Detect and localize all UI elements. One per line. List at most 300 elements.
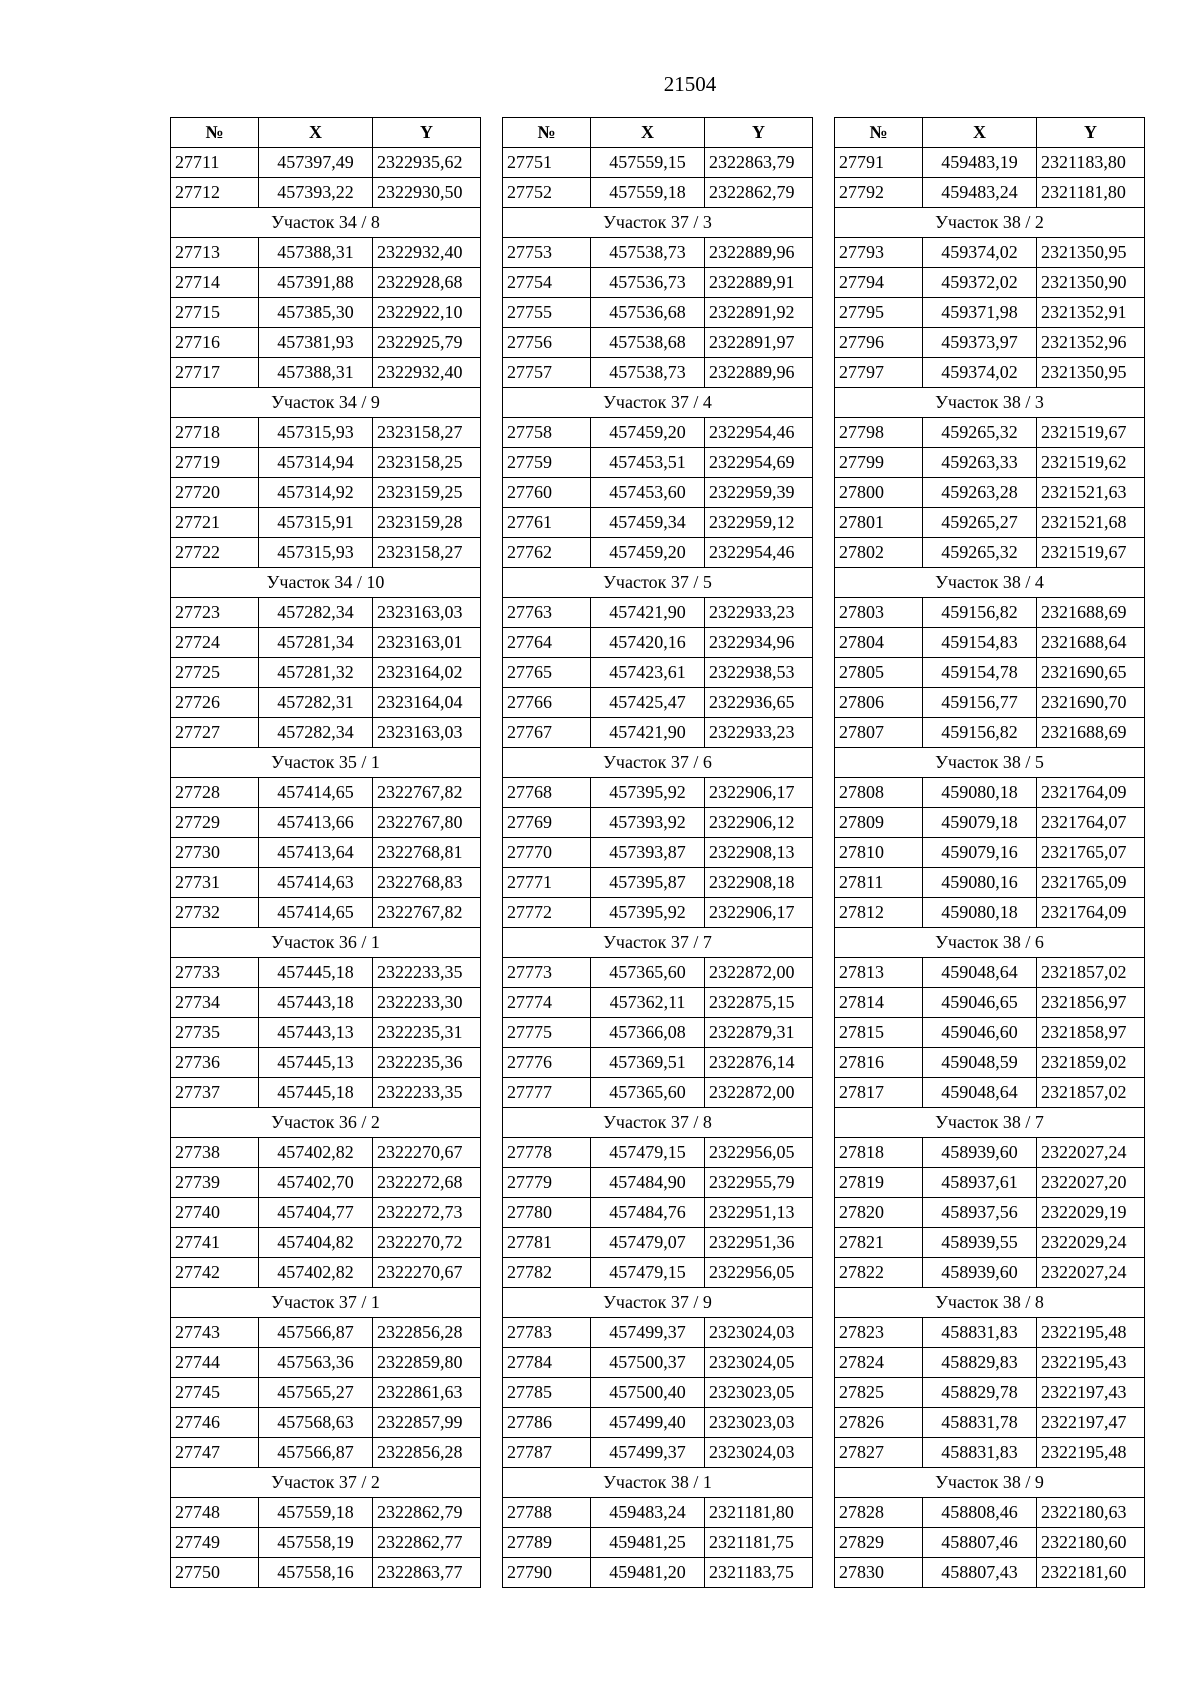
- x-coordinate-cell: 457499,40: [591, 1408, 705, 1438]
- y-coordinate-cell: 2322768,81: [373, 838, 481, 868]
- table-row: [171, 1348, 481, 1378]
- x-coordinate-cell: 457559,18: [259, 1498, 373, 1528]
- table-row: [171, 1528, 481, 1558]
- x-coordinate-cell: 457536,73: [591, 268, 705, 298]
- table-row: [503, 988, 813, 1018]
- y-coordinate-cell: 2322862,77: [373, 1528, 481, 1558]
- x-coordinate-cell: 457538,73: [591, 358, 705, 388]
- y-coordinate-cell: 2321858,97: [1037, 1018, 1145, 1048]
- table-row: [171, 898, 481, 928]
- point-number-cell: 27795: [835, 298, 923, 328]
- table-row: [503, 658, 813, 688]
- table-row: [503, 478, 813, 508]
- table-row: [171, 1318, 481, 1348]
- x-coordinate-cell: 459080,18: [923, 778, 1037, 808]
- table-row: [835, 298, 1145, 328]
- section-title: Участок 38 / 7: [835, 1108, 1145, 1138]
- table-row: [835, 1168, 1145, 1198]
- point-number-cell: 27727: [171, 718, 259, 748]
- point-number-cell: 27735: [171, 1018, 259, 1048]
- point-number-cell: 27755: [503, 298, 591, 328]
- table-row: [171, 538, 481, 568]
- table-row: [835, 508, 1145, 538]
- point-number-cell: 27730: [171, 838, 259, 868]
- x-coordinate-cell: 457563,36: [259, 1348, 373, 1378]
- point-number-cell: 27804: [835, 628, 923, 658]
- y-coordinate-cell: 2321859,02: [1037, 1048, 1145, 1078]
- table-row: [503, 1228, 813, 1258]
- x-coordinate-cell: 457315,91: [259, 508, 373, 538]
- y-coordinate-cell: 2321690,70: [1037, 688, 1145, 718]
- y-coordinate-cell: 2322181,60: [1037, 1558, 1145, 1588]
- y-coordinate-cell: 2322935,62: [373, 148, 481, 178]
- table-row: [171, 598, 481, 628]
- y-coordinate-cell: 2323023,03: [705, 1408, 813, 1438]
- table-row: [835, 358, 1145, 388]
- y-coordinate-cell: 2322959,12: [705, 508, 813, 538]
- y-coordinate-cell: 2322195,43: [1037, 1348, 1145, 1378]
- table-row: [503, 718, 813, 748]
- table-row: [503, 1018, 813, 1048]
- table-row: [835, 178, 1145, 208]
- table-row: [171, 478, 481, 508]
- y-coordinate-cell: 2322934,96: [705, 628, 813, 658]
- y-coordinate-cell: 2323158,27: [373, 418, 481, 448]
- section-title: Участок 38 / 5: [835, 748, 1145, 778]
- point-number-cell: 27785: [503, 1378, 591, 1408]
- x-coordinate-cell: 457414,63: [259, 868, 373, 898]
- section-row: [835, 748, 1145, 778]
- point-number-cell: 27784: [503, 1348, 591, 1378]
- point-number-cell: 27814: [835, 988, 923, 1018]
- section-row: [503, 1468, 813, 1498]
- y-coordinate-cell: 2322879,31: [705, 1018, 813, 1048]
- y-coordinate-cell: 2322889,96: [705, 358, 813, 388]
- table-header-row: [503, 118, 813, 148]
- x-coordinate-cell: 457568,63: [259, 1408, 373, 1438]
- x-coordinate-cell: 459265,32: [923, 418, 1037, 448]
- x-coordinate-cell: 459372,02: [923, 268, 1037, 298]
- section-title: Участок 38 / 3: [835, 388, 1145, 418]
- x-coordinate-cell: 457459,20: [591, 418, 705, 448]
- y-coordinate-cell: 2321688,69: [1037, 718, 1145, 748]
- section-row: [171, 388, 481, 418]
- y-coordinate-cell: 2322861,63: [373, 1378, 481, 1408]
- table-row: [503, 1438, 813, 1468]
- table-row: [503, 1378, 813, 1408]
- point-number-cell: 27801: [835, 508, 923, 538]
- x-coordinate-cell: 457500,37: [591, 1348, 705, 1378]
- section-row: [171, 568, 481, 598]
- table-row: [503, 1528, 813, 1558]
- point-number-cell: 27768: [503, 778, 591, 808]
- y-coordinate-cell: 2321857,02: [1037, 1078, 1145, 1108]
- x-coordinate-cell: 457484,76: [591, 1198, 705, 1228]
- table-row: [503, 298, 813, 328]
- table-row: [835, 1198, 1145, 1228]
- y-coordinate-cell: 2322233,30: [373, 988, 481, 1018]
- table-row: [503, 838, 813, 868]
- y-coordinate-cell: 2322938,53: [705, 658, 813, 688]
- x-coordinate-cell: 457362,11: [591, 988, 705, 1018]
- point-number-cell: 27789: [503, 1528, 591, 1558]
- section-row: [503, 1108, 813, 1138]
- y-coordinate-cell: 2323163,01: [373, 628, 481, 658]
- x-coordinate-cell: 459080,16: [923, 868, 1037, 898]
- point-number-cell: 27737: [171, 1078, 259, 1108]
- table-row: [171, 1408, 481, 1438]
- y-coordinate-cell: 2321764,07: [1037, 808, 1145, 838]
- point-number-cell: 27761: [503, 508, 591, 538]
- y-coordinate-cell: 2322862,79: [705, 178, 813, 208]
- table-row: [171, 1558, 481, 1588]
- point-number-cell: 27819: [835, 1168, 923, 1198]
- y-coordinate-cell: 2322925,79: [373, 328, 481, 358]
- y-coordinate-cell: 2322197,43: [1037, 1378, 1145, 1408]
- point-number-cell: 27807: [835, 718, 923, 748]
- table-row: [503, 538, 813, 568]
- point-number-cell: 27733: [171, 958, 259, 988]
- point-number-cell: 27811: [835, 868, 923, 898]
- x-coordinate-cell: 457459,20: [591, 538, 705, 568]
- y-coordinate-cell: 2321690,65: [1037, 658, 1145, 688]
- y-coordinate-cell: 2322930,50: [373, 178, 481, 208]
- y-coordinate-cell: 2322029,19: [1037, 1198, 1145, 1228]
- point-number-cell: 27734: [171, 988, 259, 1018]
- column-header-y: Y: [705, 118, 813, 148]
- table-row: [171, 178, 481, 208]
- point-number-cell: 27760: [503, 478, 591, 508]
- y-coordinate-cell: 2323163,03: [373, 718, 481, 748]
- y-coordinate-cell: 2322932,40: [373, 238, 481, 268]
- point-number-cell: 27714: [171, 268, 259, 298]
- x-coordinate-cell: 457314,92: [259, 478, 373, 508]
- point-number-cell: 27802: [835, 538, 923, 568]
- point-number-cell: 27718: [171, 418, 259, 448]
- table-row: [503, 268, 813, 298]
- point-number-cell: 27818: [835, 1138, 923, 1168]
- table-row: [171, 508, 481, 538]
- y-coordinate-cell: 2321181,80: [1037, 178, 1145, 208]
- x-coordinate-cell: 457479,15: [591, 1138, 705, 1168]
- x-coordinate-cell: 457404,82: [259, 1228, 373, 1258]
- x-coordinate-cell: 459371,98: [923, 298, 1037, 328]
- section-title: Участок 38 / 6: [835, 928, 1145, 958]
- table-row: [835, 898, 1145, 928]
- y-coordinate-cell: 2322956,05: [705, 1138, 813, 1168]
- point-number-cell: 27790: [503, 1558, 591, 1588]
- y-coordinate-cell: 2322027,24: [1037, 1258, 1145, 1288]
- table-row: [171, 1168, 481, 1198]
- x-coordinate-cell: 458807,43: [923, 1558, 1037, 1588]
- section-title: Участок 37 / 5: [503, 568, 813, 598]
- section-row: [171, 1468, 481, 1498]
- x-coordinate-cell: 457479,07: [591, 1228, 705, 1258]
- point-number-cell: 27808: [835, 778, 923, 808]
- x-coordinate-cell: 457566,87: [259, 1438, 373, 1468]
- point-number-cell: 27725: [171, 658, 259, 688]
- x-coordinate-cell: 459483,19: [923, 148, 1037, 178]
- y-coordinate-cell: 2322954,69: [705, 448, 813, 478]
- section-title: Участок 37 / 1: [171, 1288, 481, 1318]
- x-coordinate-cell: 459048,64: [923, 958, 1037, 988]
- point-number-cell: 27781: [503, 1228, 591, 1258]
- point-number-cell: 27775: [503, 1018, 591, 1048]
- point-number-cell: 27787: [503, 1438, 591, 1468]
- table-row: [835, 658, 1145, 688]
- point-number-cell: 27817: [835, 1078, 923, 1108]
- y-coordinate-cell: 2323163,03: [373, 598, 481, 628]
- point-number-cell: 27757: [503, 358, 591, 388]
- x-coordinate-cell: 457282,34: [259, 598, 373, 628]
- y-coordinate-cell: 2322889,96: [705, 238, 813, 268]
- table-row: [503, 1408, 813, 1438]
- point-number-cell: 27806: [835, 688, 923, 718]
- y-coordinate-cell: 2321521,68: [1037, 508, 1145, 538]
- x-coordinate-cell: 457395,87: [591, 868, 705, 898]
- table-row: [171, 868, 481, 898]
- x-coordinate-cell: 458831,83: [923, 1438, 1037, 1468]
- section-row: [503, 208, 813, 238]
- y-coordinate-cell: 2323159,25: [373, 478, 481, 508]
- y-coordinate-cell: 2322891,97: [705, 328, 813, 358]
- y-coordinate-cell: 2321352,96: [1037, 328, 1145, 358]
- table-row: [835, 598, 1145, 628]
- point-number-cell: 27776: [503, 1048, 591, 1078]
- point-number-cell: 27828: [835, 1498, 923, 1528]
- section-row: [171, 1108, 481, 1138]
- point-number-cell: 27738: [171, 1138, 259, 1168]
- y-coordinate-cell: 2322954,46: [705, 418, 813, 448]
- x-coordinate-cell: 458829,83: [923, 1348, 1037, 1378]
- x-coordinate-cell: 459079,18: [923, 808, 1037, 838]
- y-coordinate-cell: 2322956,05: [705, 1258, 813, 1288]
- x-coordinate-cell: 459154,78: [923, 658, 1037, 688]
- y-coordinate-cell: 2321183,75: [705, 1558, 813, 1588]
- point-number-cell: 27721: [171, 508, 259, 538]
- table-header-row: [171, 118, 481, 148]
- table-row: [503, 1138, 813, 1168]
- point-number-cell: 27715: [171, 298, 259, 328]
- x-coordinate-cell: 457314,94: [259, 448, 373, 478]
- page-number: 21504: [663, 72, 717, 96]
- x-coordinate-cell: 457499,37: [591, 1318, 705, 1348]
- point-number-cell: 27771: [503, 868, 591, 898]
- point-number-cell: 27786: [503, 1408, 591, 1438]
- table-row: [503, 1498, 813, 1528]
- x-coordinate-cell: 457453,60: [591, 478, 705, 508]
- x-coordinate-cell: 457315,93: [259, 538, 373, 568]
- y-coordinate-cell: 2322933,23: [705, 718, 813, 748]
- x-coordinate-cell: 457402,82: [259, 1138, 373, 1168]
- y-coordinate-cell: 2322856,28: [373, 1438, 481, 1468]
- x-coordinate-cell: 457566,87: [259, 1318, 373, 1348]
- section-row: [835, 568, 1145, 598]
- table-row: [171, 1018, 481, 1048]
- x-coordinate-cell: 457404,77: [259, 1198, 373, 1228]
- column-header-number: №: [835, 118, 923, 148]
- point-number-cell: 27722: [171, 538, 259, 568]
- y-coordinate-cell: 2322922,10: [373, 298, 481, 328]
- x-coordinate-cell: 457425,47: [591, 688, 705, 718]
- section-title: Участок 34 / 8: [171, 208, 481, 238]
- y-coordinate-cell: 2321764,09: [1037, 898, 1145, 928]
- table-row: [171, 658, 481, 688]
- point-number-cell: 27751: [503, 148, 591, 178]
- x-coordinate-cell: 457366,08: [591, 1018, 705, 1048]
- x-coordinate-cell: 459373,97: [923, 328, 1037, 358]
- x-coordinate-cell: 457393,92: [591, 808, 705, 838]
- point-number-cell: 27810: [835, 838, 923, 868]
- section-title: Участок 37 / 4: [503, 388, 813, 418]
- point-number-cell: 27728: [171, 778, 259, 808]
- x-coordinate-cell: 457565,27: [259, 1378, 373, 1408]
- point-number-cell: 27827: [835, 1438, 923, 1468]
- x-coordinate-cell: 459156,82: [923, 598, 1037, 628]
- section-title: Участок 38 / 8: [835, 1288, 1145, 1318]
- point-number-cell: 27822: [835, 1258, 923, 1288]
- point-number-cell: 27756: [503, 328, 591, 358]
- y-coordinate-cell: 2322270,67: [373, 1258, 481, 1288]
- x-coordinate-cell: 457445,13: [259, 1048, 373, 1078]
- point-number-cell: 27747: [171, 1438, 259, 1468]
- y-coordinate-cell: 2323023,05: [705, 1378, 813, 1408]
- x-coordinate-cell: 458939,60: [923, 1258, 1037, 1288]
- table-row: [503, 598, 813, 628]
- section-title: Участок 37 / 9: [503, 1288, 813, 1318]
- x-coordinate-cell: 457459,34: [591, 508, 705, 538]
- point-number-cell: 27748: [171, 1498, 259, 1528]
- point-number-cell: 27821: [835, 1228, 923, 1258]
- x-coordinate-cell: 458829,78: [923, 1378, 1037, 1408]
- table-row: [171, 988, 481, 1018]
- x-coordinate-cell: 459079,16: [923, 838, 1037, 868]
- x-coordinate-cell: 457402,70: [259, 1168, 373, 1198]
- x-coordinate-cell: 457559,18: [591, 178, 705, 208]
- x-coordinate-cell: 459374,02: [923, 238, 1037, 268]
- table-row: [503, 508, 813, 538]
- y-coordinate-cell: 2321181,80: [705, 1498, 813, 1528]
- point-number-cell: 27779: [503, 1168, 591, 1198]
- y-coordinate-cell: 2323158,25: [373, 448, 481, 478]
- x-coordinate-cell: 457414,65: [259, 778, 373, 808]
- x-coordinate-cell: 457421,90: [591, 718, 705, 748]
- table-row: [835, 688, 1145, 718]
- point-number-cell: 27799: [835, 448, 923, 478]
- y-coordinate-cell: 2322928,68: [373, 268, 481, 298]
- table-row: [835, 1078, 1145, 1108]
- y-coordinate-cell: 2322180,60: [1037, 1528, 1145, 1558]
- y-coordinate-cell: 2322906,12: [705, 808, 813, 838]
- y-coordinate-cell: 2321764,09: [1037, 778, 1145, 808]
- y-coordinate-cell: 2322233,35: [373, 958, 481, 988]
- point-number-cell: 27778: [503, 1138, 591, 1168]
- section-title: Участок 37 / 8: [503, 1108, 813, 1138]
- point-number-cell: 27829: [835, 1528, 923, 1558]
- y-coordinate-cell: 2322195,48: [1037, 1318, 1145, 1348]
- y-coordinate-cell: 2323024,05: [705, 1348, 813, 1378]
- x-coordinate-cell: 457369,51: [591, 1048, 705, 1078]
- y-coordinate-cell: 2321519,67: [1037, 418, 1145, 448]
- y-coordinate-cell: 2322906,17: [705, 898, 813, 928]
- x-coordinate-cell: 457500,40: [591, 1378, 705, 1408]
- table-row: [171, 298, 481, 328]
- y-coordinate-cell: 2322932,40: [373, 358, 481, 388]
- y-coordinate-cell: 2322863,77: [373, 1558, 481, 1588]
- x-coordinate-cell: 459374,02: [923, 358, 1037, 388]
- section-row: [171, 928, 481, 958]
- section-title: Участок 37 / 7: [503, 928, 813, 958]
- column-header-number: №: [171, 118, 259, 148]
- x-coordinate-cell: 457282,31: [259, 688, 373, 718]
- table-row: [171, 1438, 481, 1468]
- x-coordinate-cell: 457315,93: [259, 418, 373, 448]
- y-coordinate-cell: 2322862,79: [373, 1498, 481, 1528]
- table-row: [835, 1138, 1145, 1168]
- table-row: [503, 1198, 813, 1228]
- column-header-x: X: [923, 118, 1037, 148]
- table-row: [503, 148, 813, 178]
- point-number-cell: 27830: [835, 1558, 923, 1588]
- section-row: [503, 928, 813, 958]
- point-number-cell: 27783: [503, 1318, 591, 1348]
- table-row: [503, 358, 813, 388]
- y-coordinate-cell: 2322195,48: [1037, 1438, 1145, 1468]
- y-coordinate-cell: 2322233,35: [373, 1078, 481, 1108]
- point-number-cell: 27765: [503, 658, 591, 688]
- y-coordinate-cell: 2322027,20: [1037, 1168, 1145, 1198]
- x-coordinate-cell: 457479,15: [591, 1258, 705, 1288]
- y-coordinate-cell: 2321856,97: [1037, 988, 1145, 1018]
- y-coordinate-cell: 2322875,15: [705, 988, 813, 1018]
- x-coordinate-cell: 457445,18: [259, 1078, 373, 1108]
- table-row: [835, 1408, 1145, 1438]
- table-row: [835, 418, 1145, 448]
- table-row: [171, 688, 481, 718]
- x-coordinate-cell: 459483,24: [591, 1498, 705, 1528]
- table-row: [503, 418, 813, 448]
- table-row: [171, 778, 481, 808]
- x-coordinate-cell: 457423,61: [591, 658, 705, 688]
- point-number-cell: 27712: [171, 178, 259, 208]
- point-number-cell: 27764: [503, 628, 591, 658]
- table-row: [171, 838, 481, 868]
- table-row: [503, 1258, 813, 1288]
- table-row: [835, 718, 1145, 748]
- table-row: [171, 1198, 481, 1228]
- y-coordinate-cell: 2322951,13: [705, 1198, 813, 1228]
- point-number-cell: 27813: [835, 958, 923, 988]
- table-row: [835, 1528, 1145, 1558]
- y-coordinate-cell: 2321183,80: [1037, 148, 1145, 178]
- table-row: [503, 1168, 813, 1198]
- y-coordinate-cell: 2322889,91: [705, 268, 813, 298]
- x-coordinate-cell: 458937,56: [923, 1198, 1037, 1228]
- table-row: [503, 238, 813, 268]
- y-coordinate-cell: 2322027,24: [1037, 1138, 1145, 1168]
- x-coordinate-cell: 458939,60: [923, 1138, 1037, 1168]
- table-row: [835, 988, 1145, 1018]
- table-row: [835, 148, 1145, 178]
- column-header-x: X: [591, 118, 705, 148]
- y-coordinate-cell: 2321857,02: [1037, 958, 1145, 988]
- point-number-cell: 27713: [171, 238, 259, 268]
- table-row: [835, 268, 1145, 298]
- x-coordinate-cell: 457443,18: [259, 988, 373, 1018]
- point-number-cell: 27726: [171, 688, 259, 718]
- x-coordinate-cell: 457445,18: [259, 958, 373, 988]
- y-coordinate-cell: 2323159,28: [373, 508, 481, 538]
